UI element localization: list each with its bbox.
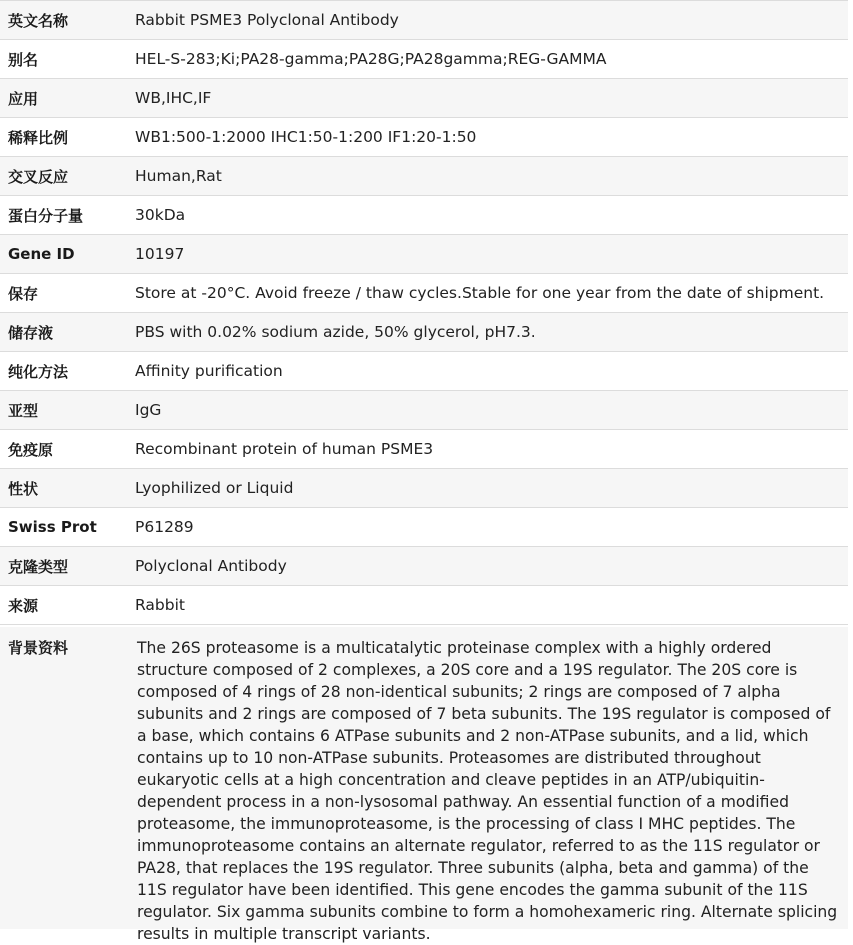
spec-label: 纯化方法 bbox=[8, 362, 69, 381]
spec-value: P61289 bbox=[135, 518, 194, 536]
spec-row-storage bbox=[0, 274, 848, 313]
spec-row-dilution bbox=[0, 118, 848, 157]
spec-row-swiss-prot bbox=[0, 508, 848, 547]
spec-row-clonality bbox=[0, 547, 848, 586]
spec-row-application bbox=[0, 79, 848, 118]
spec-label: Swiss Prot bbox=[8, 518, 97, 536]
spec-row-alias bbox=[0, 40, 848, 79]
spec-label: 别名 bbox=[8, 50, 39, 69]
background-label: 背景资料 bbox=[8, 639, 69, 657]
spec-row-immunogen bbox=[0, 430, 848, 469]
spec-value: WB,IHC,IF bbox=[135, 89, 212, 107]
spec-row-host bbox=[0, 586, 848, 625]
spec-value: Affinity purification bbox=[135, 362, 283, 380]
spec-value: Rabbit bbox=[135, 596, 185, 614]
spec-label: 亚型 bbox=[8, 401, 39, 420]
spec-label: 蛋白分子量 bbox=[8, 206, 84, 225]
spec-label: Gene ID bbox=[8, 245, 75, 263]
spec-label: 应用 bbox=[8, 89, 39, 108]
spec-row-isotype bbox=[0, 391, 848, 430]
spec-label: 性状 bbox=[8, 479, 39, 498]
spec-value: Polyclonal Antibody bbox=[135, 557, 287, 575]
spec-value: Recombinant protein of human PSME3 bbox=[135, 440, 434, 458]
spec-label: 克隆类型 bbox=[8, 557, 69, 576]
spec-label: 来源 bbox=[8, 596, 39, 615]
spec-row-background bbox=[0, 627, 848, 943]
spec-row-cross-reactivity bbox=[0, 157, 848, 196]
spec-value: IgG bbox=[135, 401, 162, 419]
spec-label: 免疫原 bbox=[8, 440, 54, 459]
spec-label: 保存 bbox=[8, 284, 39, 303]
spec-value: Rabbit PSME3 Polyclonal Antibody bbox=[135, 11, 399, 29]
spec-row-purification bbox=[0, 352, 848, 391]
spec-value: WB1:500-1:2000 IHC1:50-1:200 IF1:20-1:50 bbox=[135, 128, 477, 146]
spec-row-buffer bbox=[0, 313, 848, 352]
spec-label: 储存液 bbox=[8, 323, 54, 342]
spec-value: HEL-S-283;Ki;PA28-gamma;PA28G;PA28gamma;REG-GAMMA bbox=[135, 50, 607, 68]
spec-row-gene-id bbox=[0, 235, 848, 274]
spec-label: 英文名称 bbox=[8, 11, 69, 30]
spec-value: PBS with 0.02% sodium azide, 50% glycerol, pH7.3. bbox=[135, 323, 536, 341]
background-text: The 26S proteasome is a multicatalytic proteinase complex with a highly ordered structure composed of 2 complexes, a 20S core and a 19S regulator. The 20S core is composed of 4 rings of 28 non-identical subunits; 2 rings are composed of 7 alpha subunits and 2 rings are composed of 7 beta subunits. The 19S regulator is composed of a base, which contains 6 ATPase subunits and 2 non-ATPase subunits, and a lid, which contains up to 10 non-ATPase subunits. Proteasomes are distributed throughout eukaryotic cells at a high concentration and cleave peptides in an ATP/ubiquitin-dependent process in a non-lysosomal pathway. An essential function of a modified proteasome, the immunoproteasome, is the processing of class I MHC peptides. The immunoproteasome contains an alternate regulator, referred to as the 11S regulator or PA28, that replaces the 19S regulator. Three subunits (alpha, beta and gamma) of the 11S regulator have been identified. This gene encodes the gamma subunit of the 11S regulator. Six gamma subunits combine to form a homohexameric ring. Alternate splicing results in multiple transcript variants. bbox=[137, 639, 838, 943]
spec-value: Lyophilized or Liquid bbox=[135, 479, 294, 497]
spec-value: 30kDa bbox=[135, 206, 186, 224]
spec-row-molecular-weight bbox=[0, 196, 848, 235]
spec-value: Human,Rat bbox=[135, 167, 222, 185]
spec-label: 稀释比例 bbox=[8, 128, 69, 147]
spec-row-english-name bbox=[0, 1, 848, 40]
spec-label: 交叉反应 bbox=[8, 167, 69, 186]
spec-row-form bbox=[0, 469, 848, 508]
spec-value: Store at -20°C. Avoid freeze / thaw cycles.Stable for one year from the date of shipment. bbox=[135, 284, 825, 302]
spec-value: 10197 bbox=[135, 245, 185, 263]
